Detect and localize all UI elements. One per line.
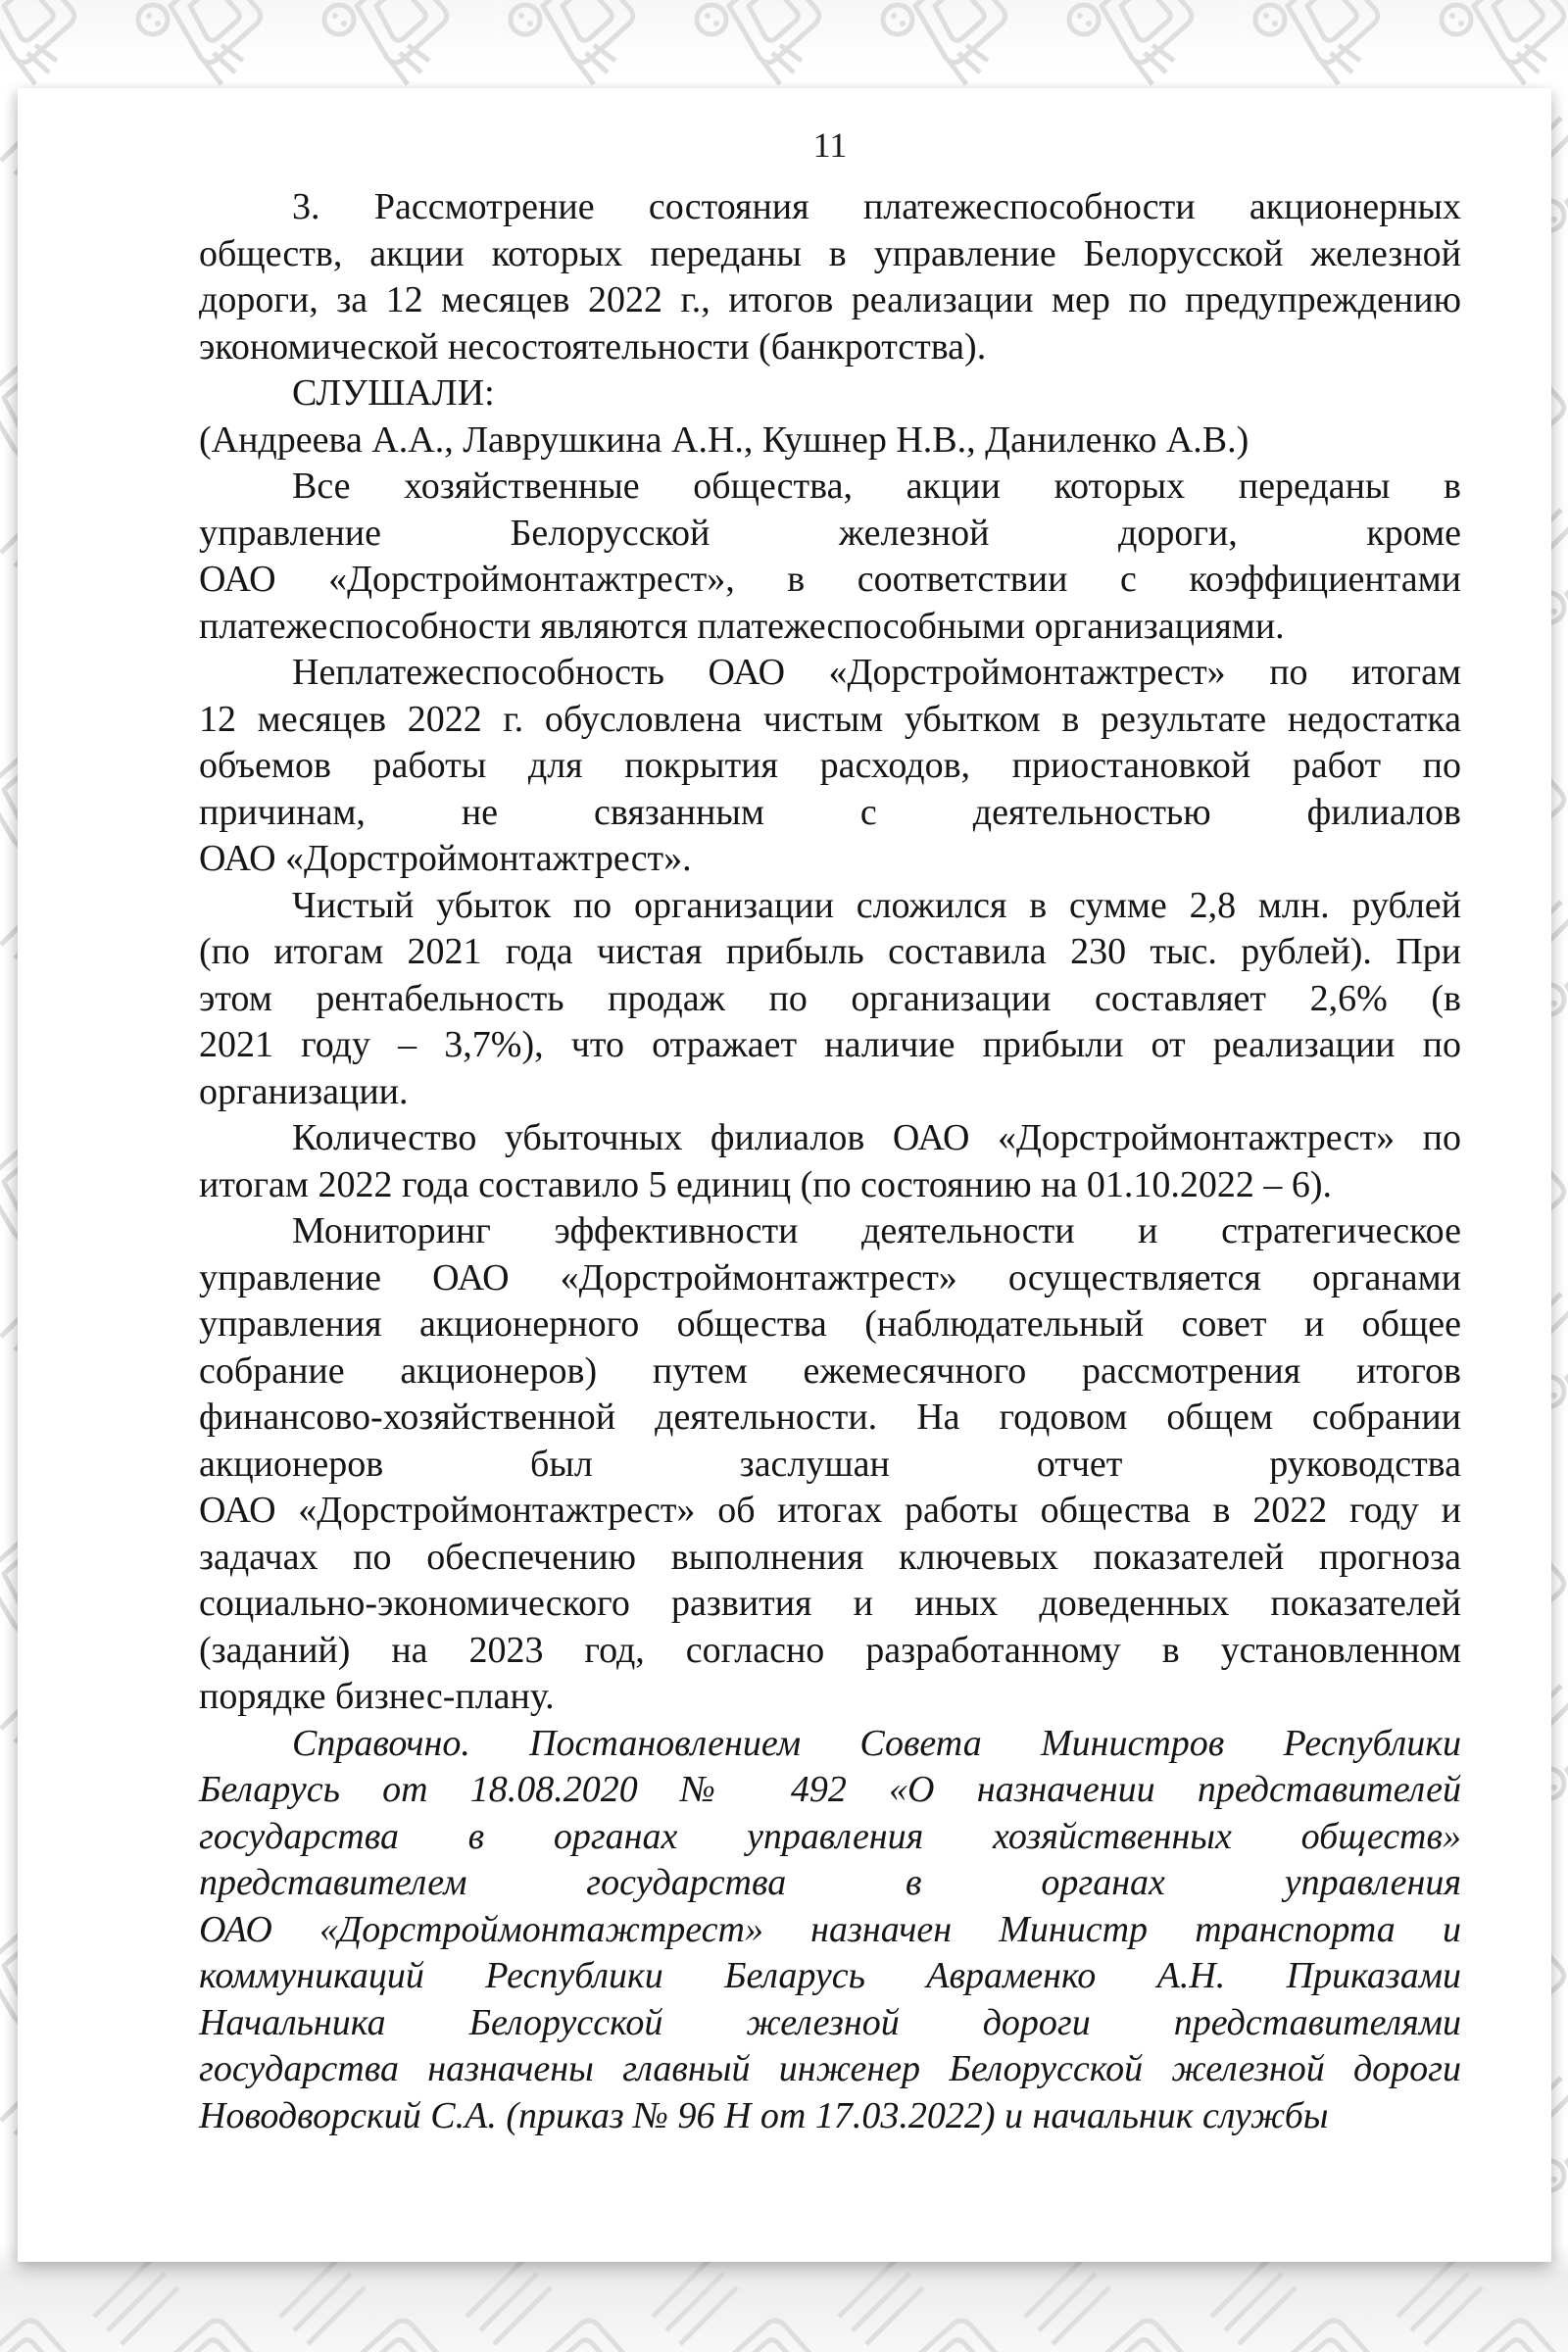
watermark-tile <box>94 0 261 84</box>
watermark-tile <box>1397 2260 1564 2352</box>
text-line: управления акционерного общества (наблюдательный совет и общее <box>199 1303 1461 1345</box>
watermark-tile <box>1211 0 1378 84</box>
text-line: 2021 году – 3,7%), что отражает наличие прибыли от реализации по <box>199 1024 1461 1065</box>
watermark-tile <box>1025 2260 1192 2352</box>
text-line: организации. <box>199 1070 409 1112</box>
paragraph-loss-making-branches <box>199 1115 1461 1208</box>
text-line: финансово-хозяйственной деятельности. На годовом общем собрании <box>199 1396 1461 1438</box>
text-line: дороги, за 12 месяцев 2022 г., итогов реализации мер по предупреждению <box>199 279 1461 320</box>
text-line: платежеспособности являются платежеспособными организациями. <box>199 605 1285 647</box>
paragraph-reference-note <box>199 1721 1461 2140</box>
text-line: (Андреева А.А., Лаврушкина А.Н., Кушнер Н.В., Даниленко А.В.) <box>199 418 1250 461</box>
paragraph-monitoring <box>199 1208 1461 1721</box>
text-line: Мониторинг эффективности деятельности и стратегическое <box>292 1210 1461 1251</box>
watermark-tile <box>466 2260 633 2352</box>
paragraph-solvency-overview <box>199 464 1461 650</box>
watermark-tile <box>653 0 819 84</box>
text-line: Чистый убыток по организации сложился в сумме 2,8 млн. рублей <box>292 884 1461 926</box>
text-line: объемов работы для покрытия расходов, приостановкой работ по <box>199 745 1461 786</box>
text-line: задачах по обеспечению выполнения ключевых показателей прогноза <box>199 1536 1461 1578</box>
text-line: Справочно. Постановлением Совета Министров Республики <box>292 1722 1461 1764</box>
paragraph-speakers <box>199 417 1461 465</box>
watermark-tile <box>653 2260 819 2352</box>
text-line: Количество убыточных филиалов ОАО «Дорстроймонтажтрест» по <box>292 1117 1461 1158</box>
text-line: ОАО «Дорстроймонтажтрест» об итогах работы общества в 2022 году и <box>199 1490 1461 1531</box>
text-line: собрание акционеров) путем ежемесячного рассмотрения итогов <box>199 1349 1461 1392</box>
text-line: причинам, не связанным с деятельностью филиалов <box>199 791 1461 833</box>
text-line: коммуникаций Республики Беларусь Авраменко А.Н. Приказами <box>199 1955 1461 1996</box>
text-line: порядке бизнес-плану. <box>199 1676 555 1717</box>
text-line: социально-экономического развития и иных доведенных показателей <box>199 1583 1461 1624</box>
watermark-tile <box>0 2260 74 2352</box>
page-number: 11 <box>812 125 848 165</box>
watermark-tile <box>1025 0 1192 84</box>
watermark-tile <box>280 2260 447 2352</box>
watermark-tile <box>0 0 74 84</box>
text-line: 3. Рассмотрение состояния платежеспособности акционерных <box>292 186 1461 227</box>
text-line: ОАО «Дорстроймонтажтрест». <box>199 838 692 879</box>
text-line: (по итогам 2021 года чистая прибыль составила 230 тыс. рублей). При <box>199 931 1461 972</box>
text-line: Новодворский С.А. (приказ № 96 Н от 17.03.2022) и начальник службы <box>199 2094 1329 2136</box>
text-line: СЛУШАЛИ: <box>292 372 495 414</box>
text-line: Начальника Белорусской железной дороги представителями <box>199 2001 1461 2043</box>
watermark-tile <box>1397 0 1564 84</box>
paragraph-insolvency-reasons <box>199 650 1461 883</box>
text-line: государства назначены главный инженер Белорусской железной дороги <box>199 2048 1461 2089</box>
text-line: Неплатежеспособность ОАО «Дорстроймонтажтрест» по итогам <box>292 652 1461 693</box>
document-body <box>199 184 1461 2139</box>
document-page <box>18 88 1551 2262</box>
text-line: управление Белорусской железной дороги, кроме <box>199 512 1461 554</box>
text-line: Все хозяйственные общества, акции которых переданы в <box>292 466 1461 507</box>
text-line: этом рентабельность продаж по организации составляет 2,6% (в <box>199 977 1461 1019</box>
watermark-tile <box>280 0 447 84</box>
watermark-tile <box>466 0 633 84</box>
paragraph-agenda-item-3 <box>199 184 1461 370</box>
watermark-tile <box>839 2260 1005 2352</box>
watermark-tile <box>94 2260 261 2352</box>
text-line: обществ, акции которых переданы в управление Белорусской железной <box>199 232 1461 274</box>
text-line: ОАО «Дорстроймонтажтрест» назначен Министр транспорта и <box>199 1908 1461 1950</box>
text-line: акционеров был заслушан отчет руководства <box>199 1443 1461 1485</box>
watermark-tile <box>839 0 1005 84</box>
text-line: управление ОАО «Дорстроймонтажтрест» осуществляется органами <box>199 1256 1461 1298</box>
text-line: ОАО «Дорстроймонтажтрест», в соответствии с коэффициентами <box>199 559 1461 600</box>
text-line: итогам 2022 года составило 5 единиц (по состоянию на 01.10.2022 – 6). <box>199 1163 1333 1205</box>
text-line: представителем государства в органах управления <box>199 1862 1461 1903</box>
text-line: государства в органах управления хозяйственных обществ» <box>199 1815 1461 1857</box>
text-line: 12 месяцев 2022 г. обусловлена чистым убытком в результате недостатка <box>199 698 1461 740</box>
paragraph-heard-heading <box>199 370 1461 417</box>
watermark-tile <box>1211 2260 1378 2352</box>
text-line: экономической несостоятельности (банкротства). <box>199 325 987 368</box>
text-line: (заданий) на 2023 год, согласно разработанному в установленном <box>199 1629 1461 1671</box>
paragraph-net-loss <box>199 883 1461 1116</box>
text-line: Беларусь от 18.08.2020 № 492 «О назначении представителей <box>199 1769 1461 1810</box>
